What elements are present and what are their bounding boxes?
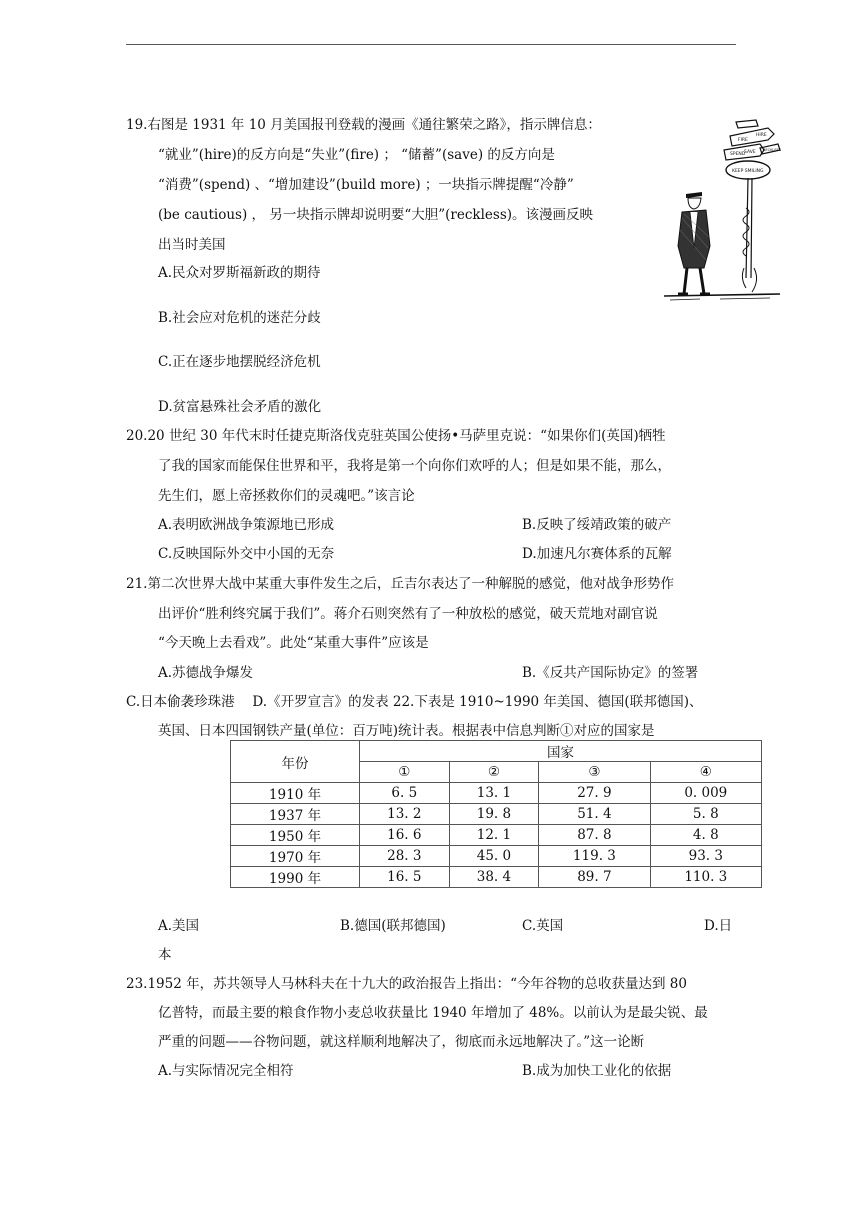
q20-stem-line-3: 先生们，愿上帝拯救你们的灵魂吧。”该言论 <box>158 488 415 504</box>
cartoon-sign-hire: HIRE <box>756 133 767 138</box>
table-cell: 93. 3 <box>650 846 761 867</box>
table-cell-year: 1910 年 <box>231 783 360 804</box>
table-cell: 19. 8 <box>449 804 539 825</box>
table-cell: 110. 3 <box>650 867 761 888</box>
q19-stem-line-4: (be cautious) ， 另一块指示牌却说明要“大胆”(reckless)。该漫画反映 <box>158 207 594 223</box>
table-row <box>231 846 762 867</box>
q20-option-a[interactable]: A.表明欧洲战争策源地已形成 <box>158 517 335 533</box>
man-figure <box>678 192 710 294</box>
table-cell: 28. 3 <box>360 846 450 867</box>
table-row <box>231 825 762 846</box>
table-cell: 12. 1 <box>449 825 539 846</box>
q19-stem-line-1: 19.右图是 1931 年 10 月美国报刊登载的漫画《通往繁荣之路》，指示牌信息： <box>126 117 601 133</box>
q22-stem-line-2: 英国、日本四国钢铁产量(单位：百万吨)统计表。根据表中信息判断①对应的国家是 <box>158 723 655 739</box>
table-cell: 27. 9 <box>539 783 650 804</box>
cartoon-sign-reckless: RECKLESS <box>763 148 781 152</box>
table-col-1: ① <box>360 762 450 783</box>
table-cell: 38. 4 <box>449 867 539 888</box>
road-to-prosperity-cartoon <box>660 118 782 306</box>
q19-stem-line-2: “就业”(hire)的反方向是“失业”(fire) ； “储蓄”(save) 的反方向是 <box>158 147 555 163</box>
table-cell-year: 1950 年 <box>231 825 360 846</box>
q23-stem-line-3: 严重的问题——谷物问题，就这样顺利地解决了，彻底而永远地解决了。”这一论断 <box>158 1034 645 1050</box>
steel-output-table <box>230 740 762 888</box>
table-header-country: 国家 <box>360 741 762 762</box>
q22-option-c[interactable]: C.英国 <box>522 918 564 934</box>
q21-option-cd-q22-line-1: C.日本偷袭珍珠港 D.《开罗宣言》的发表 22.下表是 1910~1990 年美国、德国(联邦德国)、 <box>126 694 703 710</box>
q21-option-a[interactable]: A.苏德战争爆发 <box>158 665 254 681</box>
q19-stem-line-5: 出当时美国 <box>158 237 226 253</box>
q21-stem-line-2: 出评价“胜利终究属于我们”。蒋介石则突然有了一种放松的感觉，破天荒地对副官说 <box>158 606 658 622</box>
q19-stem-line-3: “消费”(spend) 、“增加建设”(build more) ；一块指示牌提醒“冷静” <box>158 177 574 193</box>
cartoon-sign-spend: SPEND <box>730 152 746 157</box>
q20-option-c[interactable]: C.反映国际外交中小国的无奈 <box>158 546 335 562</box>
table-cell: 0. 009 <box>650 783 761 804</box>
table-cell: 13. 1 <box>449 783 539 804</box>
table-row <box>231 867 762 888</box>
q22-option-d[interactable]: D.日 <box>704 918 733 934</box>
table-col-2: ② <box>449 762 539 783</box>
cartoon-sign-fire: FIRE <box>738 138 748 143</box>
table-cell: 87. 8 <box>539 825 650 846</box>
q23-stem-line-1: 23.1952 年，苏共领导人马林科夫在十九大的政治报告上指出：“今年谷物的总收获量达到 80 <box>126 976 687 992</box>
table-cell: 4. 8 <box>650 825 761 846</box>
table-cell: 89. 7 <box>539 867 650 888</box>
table-cell-year: 1990 年 <box>231 867 360 888</box>
table-cell: 6. 5 <box>360 783 450 804</box>
table-cell: 13. 2 <box>360 804 450 825</box>
q21-option-b[interactable]: B.《反共产国际协定》的签署 <box>522 665 699 681</box>
q20-option-d[interactable]: D.加速凡尔赛体系的瓦解 <box>522 546 672 562</box>
table-cell: 119. 3 <box>539 846 650 867</box>
q23-option-b[interactable]: B.成为加快工业化的依据 <box>522 1063 672 1079</box>
q20-stem-line-2: 了我的国家而能保住世界和平，我将是第一个向你们欢呼的人；但是如果不能，那么， <box>158 458 671 474</box>
q23-stem-line-2: 亿普特，而最主要的粮食作物小麦总收获量比 1940 年增加了 48%。以前认为是最尖锐、最 <box>158 1005 708 1021</box>
table-cell: 16. 6 <box>360 825 450 846</box>
q23-option-a[interactable]: A.与实际情况完全相符 <box>158 1063 294 1079</box>
q20-option-b[interactable]: B.反映了绥靖政策的破产 <box>522 517 672 533</box>
q19-option-c[interactable]: C.正在逐步地摆脱经济危机 <box>158 354 321 370</box>
table-row <box>231 804 762 825</box>
table-cell: 5. 8 <box>650 804 761 825</box>
q22-option-a[interactable]: A.美国 <box>158 918 200 934</box>
table-cell-year: 1937 年 <box>231 804 360 825</box>
table-cell: 45. 0 <box>449 846 539 867</box>
q21-stem-line-3: “今天晚上去看戏”。此处“某重大事件”应该是 <box>158 635 429 651</box>
q19-option-d[interactable]: D.贫富悬殊社会矛盾的激化 <box>158 399 322 415</box>
q22-option-d-wrap: 本 <box>158 947 172 963</box>
cartoon-sign-save: SAVE <box>744 150 756 155</box>
q20-stem-line-1: 20.20 世纪 30 年代末时任捷克斯洛伐克驻英国公使扬•马萨里克说：“如果你们(英国)牺牲 <box>126 428 666 444</box>
table-col-4: ④ <box>650 762 761 783</box>
table-header-year: 年份 <box>231 741 360 783</box>
table-col-3: ③ <box>539 762 650 783</box>
table-row <box>231 783 762 804</box>
q21-stem-line-1: 21.第二次世界大战中某重大事件发生之后，丘吉尔表达了一种解脱的感觉，他对战争形势作 <box>126 576 674 592</box>
q19-option-b[interactable]: B.社会应对危机的迷茫分歧 <box>158 310 321 326</box>
header-rule <box>126 44 736 45</box>
table-cell: 16. 5 <box>360 867 450 888</box>
q22-option-b[interactable]: B.德国(联邦德国) <box>340 918 446 934</box>
table-cell-year: 1970 年 <box>231 846 360 867</box>
cartoon-sign-keep-smiling: KEEP SMILING <box>732 169 764 174</box>
table-cell: 51. 4 <box>539 804 650 825</box>
q19-option-a[interactable]: A.民众对罗斯福新政的期待 <box>158 265 321 281</box>
